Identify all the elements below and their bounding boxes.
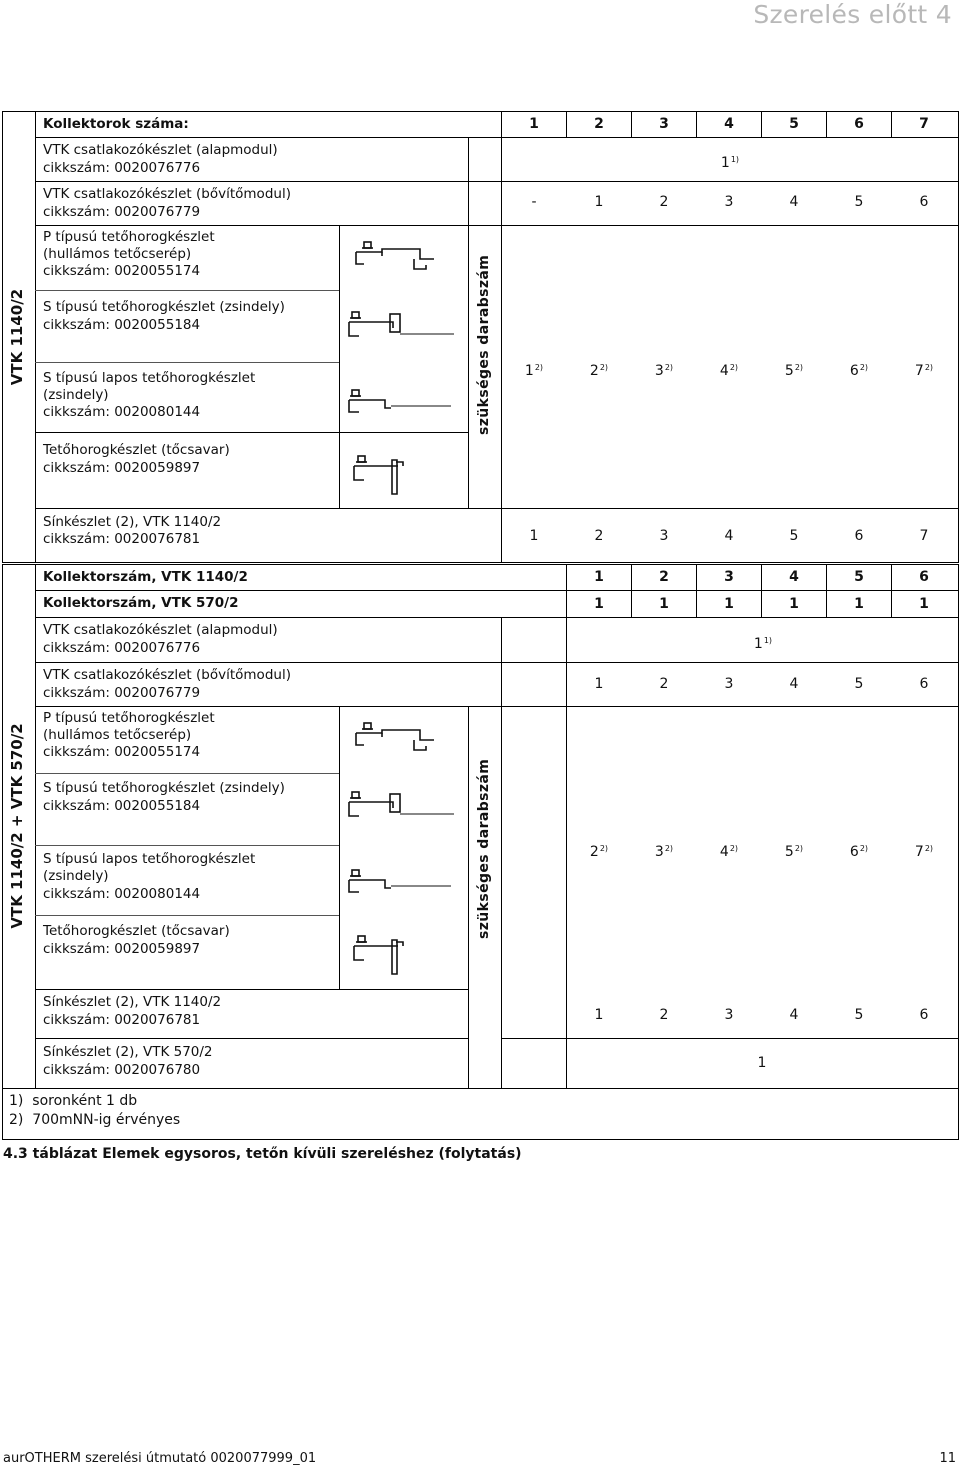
item-code: cikkszám: 0020076776 — [43, 640, 201, 656]
hook-value: 7$^{2)}$ — [914, 363, 934, 379]
s-type-roof-hook-icon — [346, 788, 456, 822]
item-name-2: (zsindely) — [43, 868, 109, 884]
item-name: VTK csatlakozókészlet (bővítőmodul) — [43, 667, 291, 683]
hook-value: 3$^{2)}$ — [654, 363, 674, 379]
header-num: 6 — [854, 116, 864, 132]
item-name: Tetőhorogkészlet (tőcsavar) — [43, 442, 230, 458]
item-code: cikkszám: 0020059897 — [43, 941, 201, 957]
header-2-num: 1 — [724, 596, 734, 612]
ext-value: 4 — [789, 194, 799, 210]
item-name: S típusú lapos tetőhorogkészlet — [43, 851, 256, 867]
hook-value: 6$^{2)}$ — [849, 844, 869, 860]
hook-value: 6$^{2)}$ — [849, 363, 869, 379]
hook-value: 7$^{2)}$ — [914, 844, 934, 860]
s-type-flat-roof-hook-icon — [346, 868, 456, 898]
ext-value: 5 — [854, 676, 864, 692]
ext-value: 3 — [724, 676, 734, 692]
header-2-num: 1 — [919, 596, 929, 612]
item-code: cikkszám: 0020076779 — [43, 685, 201, 701]
p-type-roof-hook-icon — [352, 719, 452, 761]
item-code: cikkszám: 0020055174 — [43, 744, 201, 760]
ext-value: 4 — [789, 676, 799, 692]
need-label: szükséges darabszám — [476, 254, 492, 435]
item-name: VTK csatlakozókészlet (bővítőmodul) — [43, 186, 291, 202]
item-name: Sínkészlet (2), VTK 570/2 — [43, 1044, 213, 1060]
item-code: cikkszám: 0020080144 — [43, 886, 201, 902]
item-name: P típusú tetőhorogkészlet — [43, 710, 215, 726]
rail-value: 7 — [919, 528, 929, 544]
header-label: Kollektorok száma: — [43, 116, 189, 132]
ext-value: 5 — [854, 194, 864, 210]
s-type-flat-roof-hook-icon — [346, 388, 456, 418]
hook-value: 2$^{2)}$ — [589, 844, 609, 860]
base-value: 1$^{1)}$ — [720, 155, 740, 171]
item-name: S típusú tetőhorogkészlet (zsindely) — [43, 780, 285, 796]
table-caption: 4.3 táblázat Elemek egysoros, tetőn kívüli szereléshez (folytatás) — [3, 1146, 522, 1162]
ext-value: 1 — [594, 194, 604, 210]
item-name-2: (hullámos tetőcserép) — [43, 246, 192, 262]
item-code: cikkszám: 0020076781 — [43, 531, 201, 547]
rail-value: 6 — [854, 528, 864, 544]
rail-1140-value: 2 — [659, 1007, 669, 1023]
ext-value: 2 — [659, 676, 669, 692]
page-number: 11 — [939, 1451, 956, 1466]
header-1-label: Kollektorszám, VTK 1140/2 — [43, 569, 248, 585]
s-type-roof-hook-icon — [346, 308, 456, 342]
rail-1140-value: 1 — [594, 1007, 604, 1023]
item-code: cikkszám: 0020080144 — [43, 404, 201, 420]
item-code: cikkszám: 0020055184 — [43, 317, 201, 333]
item-name: P típusú tetőhorogkészlet — [43, 229, 215, 245]
side-label-vtk1140-vtk570: VTK 1140/2 + VTK 570/2 — [8, 723, 26, 929]
item-name: S típusú tetőhorogkészlet (zsindely) — [43, 299, 285, 315]
hook-value: 4$^{2)}$ — [719, 844, 739, 860]
base-value: 1$^{1)}$ — [753, 636, 773, 652]
ext-value: 1 — [594, 676, 604, 692]
header-1-num: 1 — [594, 569, 604, 585]
rail-value: 4 — [724, 528, 734, 544]
rail-1140-value: 5 — [854, 1007, 864, 1023]
footer-document-title: aurOTHERM szerelési útmutató 0020077999_01 — [3, 1451, 317, 1466]
header-1-num: 6 — [919, 569, 929, 585]
rail-1140-value: 6 — [919, 1007, 929, 1023]
header-2-label: Kollektorszám, VTK 570/2 — [43, 595, 239, 611]
footnote-text: 700mNN-ig érvényes — [32, 1112, 181, 1128]
rail-1140-value: 4 — [789, 1007, 799, 1023]
item-name: S típusú lapos tetőhorogkészlet — [43, 370, 256, 386]
item-name-2: (hullámos tetőcserép) — [43, 727, 192, 743]
item-name: Sínkészlet (2), VTK 1140/2 — [43, 994, 222, 1010]
header-2-num: 1 — [659, 596, 669, 612]
ext-value: 3 — [724, 194, 734, 210]
item-code: cikkszám: 0020055174 — [43, 263, 201, 279]
item-name: Sínkészlet (2), VTK 1140/2 — [43, 514, 222, 530]
footnote — [9, 1093, 137, 1110]
footnote-text: soronként 1 db — [32, 1093, 138, 1109]
item-name: Tetőhorogkészlet (tőcsavar) — [43, 923, 230, 939]
hook-value: 3$^{2)}$ — [654, 844, 674, 860]
item-code: cikkszám: 0020076780 — [43, 1062, 201, 1078]
ext-value: 6 — [919, 676, 929, 692]
screw-roof-hook-icon — [350, 934, 410, 976]
header-num: 3 — [659, 116, 669, 132]
header-1-num: 3 — [724, 569, 734, 585]
rail-570-value: 1 — [757, 1055, 767, 1071]
side-label-vtk1140: VTK 1140/2 — [8, 288, 26, 386]
ext-value: - — [531, 194, 537, 210]
rail-value: 5 — [789, 528, 799, 544]
rail-value: 1 — [529, 528, 539, 544]
need-label: szükséges darabszám — [476, 758, 492, 939]
header-num: 5 — [789, 116, 799, 132]
rail-value: 2 — [594, 528, 604, 544]
header-1-num: 2 — [659, 569, 669, 585]
header-1-num: 5 — [854, 569, 864, 585]
item-code: cikkszám: 0020076781 — [43, 1012, 201, 1028]
header-2-num: 1 — [854, 596, 864, 612]
header-2-num: 1 — [594, 596, 604, 612]
rail-1140-value: 3 — [724, 1007, 734, 1023]
hook-value: 4$^{2)}$ — [719, 363, 739, 379]
page-header-title: Szerelés előtt 4 — [753, 0, 952, 29]
item-code: cikkszám: 0020055184 — [43, 798, 201, 814]
footnote-number: 1) — [9, 1093, 24, 1109]
header-1-num: 4 — [789, 569, 799, 585]
ext-value: 2 — [659, 194, 669, 210]
item-name: VTK csatlakozókészlet (alapmodul) — [43, 142, 278, 158]
item-code: cikkszám: 0020076776 — [43, 160, 201, 176]
p-type-roof-hook-icon — [352, 238, 452, 280]
item-name-2: (zsindely) — [43, 387, 109, 403]
screw-roof-hook-icon — [350, 454, 410, 496]
header-num: 2 — [594, 116, 604, 132]
header-num: 4 — [724, 116, 734, 132]
header-2-num: 1 — [789, 596, 799, 612]
footnote-number: 2) — [9, 1112, 24, 1128]
hook-value: 1$^{2)}$ — [524, 363, 544, 379]
hook-value: 2$^{2)}$ — [589, 363, 609, 379]
item-name: VTK csatlakozókészlet (alapmodul) — [43, 622, 278, 638]
hook-value: 5$^{2)}$ — [784, 844, 804, 860]
ext-value: 6 — [919, 194, 929, 210]
header-num: 7 — [919, 116, 929, 132]
footnote — [9, 1112, 180, 1129]
hook-value: 5$^{2)}$ — [784, 363, 804, 379]
item-code: cikkszám: 0020076779 — [43, 204, 201, 220]
rail-value: 3 — [659, 528, 669, 544]
header-num: 1 — [529, 116, 539, 132]
item-code: cikkszám: 0020059897 — [43, 460, 201, 476]
